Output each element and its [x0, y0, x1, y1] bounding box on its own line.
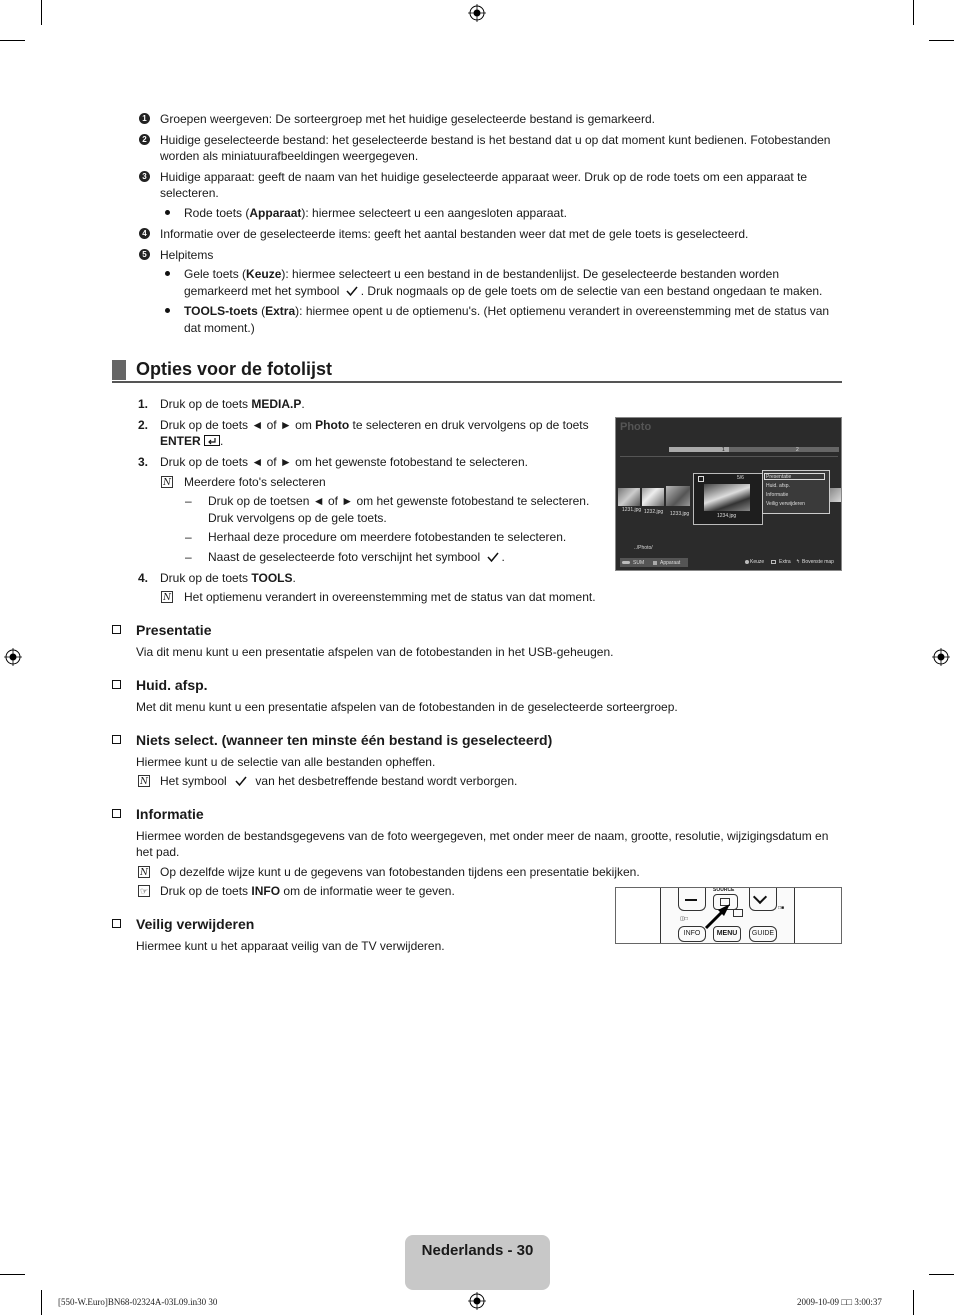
options-menu-item: Huid. afsp. — [766, 483, 790, 489]
pointer-arrow-icon — [704, 902, 734, 932]
remote-hand-icon: ☞ — [139, 887, 149, 897]
option-info-key: Druk op de toets INFO om de informatie weer te geven. — [160, 884, 455, 898]
misc-key-icon — [733, 909, 743, 917]
yellow-button-icon — [745, 560, 749, 564]
selected-thumbnail — [704, 484, 750, 511]
screen-divider — [620, 456, 838, 457]
folder-path: ../Photo/ — [634, 545, 653, 551]
registration-mark-icon — [4, 648, 22, 666]
registration-mark-icon — [468, 1292, 486, 1310]
thumbnail-label: 1232.jpg — [644, 509, 664, 515]
thumbnail — [642, 488, 664, 506]
option-note-informatie: Op dezelfde wijze kunt u de gegevens van fotobestanden tijdens een presentatie bekijken. — [160, 865, 640, 879]
red-button-icon — [653, 561, 657, 565]
bullet-dot — [165, 271, 170, 276]
checkbox-bullet-icon — [112, 919, 121, 928]
crop-mark — [41, 1290, 42, 1315]
crop-mark — [913, 1290, 914, 1315]
checkbox-bullet-icon — [112, 625, 121, 634]
device-name: SUM — [633, 560, 645, 566]
checkmark-icon — [345, 285, 359, 297]
legend-item-5: Helpitems — [160, 248, 214, 262]
dash-marker: – — [185, 550, 192, 564]
option-title-veilig-verwijderen: Veilig verwijderen — [136, 916, 255, 932]
step-1-number: 1. — [138, 397, 149, 411]
dash-marker: – — [185, 530, 192, 544]
option-desc-veilig-verwijderen: Hiermee kunt u het apparaat veilig van de TV verwijderen. — [136, 939, 445, 953]
enter-key-icon — [204, 435, 220, 446]
thumbnail — [618, 488, 640, 506]
step-4-number: 4. — [138, 571, 149, 585]
info-key[interactable]: INFO — [678, 926, 706, 942]
step-2-enter: ENTER . — [160, 434, 224, 448]
checkmark-icon — [486, 551, 500, 563]
step-3-dash3: Naast de geselecteerde foto verschijnt het symbool . — [208, 550, 505, 564]
legend-item-3-line2: selecteren. — [160, 186, 219, 200]
options-menu-item: Presentatie — [766, 474, 792, 480]
device-icon — [622, 561, 630, 564]
bullet-gele-toets-line1: Gele toets (Keuze): hiermee selecteert u een bestand in de bestandenlijst. De geselecteerde bestanden worden — [184, 267, 780, 281]
option-desc-niets-select: Hiermee kunt u de selectie van alle bestanden opheffen. — [136, 755, 436, 769]
step-4-note: Het optiemenu verandert in overeenstemming met de status van dat moment. — [184, 590, 596, 604]
step-3-text: Druk op de toets ◄ of ► om het gewenste fotobestand te selecteren. — [160, 455, 528, 469]
number-badge-1: 1 — [139, 113, 150, 124]
thumbnail — [830, 488, 842, 502]
thumbnail-label: 1233.jpg — [670, 511, 690, 517]
bullet-tools-toets-line1: TOOLS-toets (Extra): hiermee opent u de optiemenu's. (Het optiemenu verandert in overeenstemming met de status van — [184, 304, 830, 318]
step-2-text: Druk op de toets ◄ of ► om Photo te selecteren en druk vervolgens op de toets — [160, 418, 589, 432]
bullet-gele-toets-line2: gemarkeerd met het symbool . Druk nogmaals op de gele toets om de selectie van een bestand ongedaan te maken. — [184, 284, 823, 298]
step-3-dash2: Herhaal deze procedure om meerdere fotobestanden te selecteren. — [208, 530, 567, 544]
step-4-text: Druk op de toets TOOLS. — [160, 571, 296, 585]
checkbox-bullet-icon — [112, 809, 121, 818]
crop-mark — [0, 1274, 25, 1275]
step-2-number: 2. — [138, 418, 149, 432]
option-desc-huid-afsp: Met dit menu kunt u een presentatie afspelen van de fotobestanden in de geselecteerde sorteergroep. — [136, 700, 678, 714]
bullet-dot — [165, 210, 170, 215]
note-icon: N — [138, 866, 150, 878]
source-label: SOURCE — [713, 887, 735, 893]
option-desc-presentatie: Via dit menu kunt u een presentatie afspelen van de fotobestanden in het USB-geheugen. — [136, 645, 614, 659]
note-icon: N — [161, 591, 173, 603]
bullet-tools-toets-line2: dat moment.) — [184, 321, 255, 335]
file-counter: 5/6 — [737, 475, 744, 481]
help-keuze: Keuze — [750, 559, 765, 565]
crop-mark — [0, 40, 25, 41]
legend-item-2-line2: worden als miniatuurafbeeldingen weergegeven. — [160, 149, 419, 163]
number-badge-4: 4 — [139, 228, 150, 239]
registration-mark-icon — [468, 4, 486, 22]
crop-mark — [929, 40, 954, 41]
dash-marker: – — [185, 494, 192, 508]
option-title-niets-select: Niets select. (wanneer ten minste één bestand is geselecteerd) — [136, 732, 553, 748]
photo-screen-illustration — [615, 417, 842, 571]
checkmark-icon — [234, 775, 248, 787]
option-title-presentatie: Presentatie — [136, 622, 212, 638]
checkbox-icon — [698, 476, 704, 482]
number-badge-3: 3 — [139, 171, 150, 182]
legend-item-4: Informatie over de geselecteerde items: geeft het aantal bestanden weer dat met de gele toets is geselecteerd. — [160, 227, 749, 241]
number-badge-5: 5 — [139, 249, 150, 260]
group-bar-highlight — [669, 447, 729, 452]
help-extra: Extra — [779, 559, 791, 565]
pip-key-label: ◫□ — [680, 916, 688, 922]
print-info-left: [550-W.Euro]BN68-02324A-03L09.in30 30 — [58, 1297, 218, 1307]
number-badge-2: 2 — [139, 134, 150, 145]
option-desc-informatie-line2: het pad. — [136, 845, 180, 859]
thumbnail-label: 1231.jpg — [622, 507, 642, 513]
screen-title: Photo — [620, 421, 652, 433]
print-info-right: 2009-10-09 □□ 3:00:37 — [797, 1297, 882, 1307]
crop-mark — [929, 1274, 954, 1275]
section-marker — [112, 360, 126, 380]
return-icon: ↰ — [796, 559, 801, 565]
section-underline — [112, 381, 842, 383]
remote-illustration — [615, 887, 842, 944]
crop-mark — [41, 0, 42, 25]
option-title-huid-afsp: Huid. afsp. — [136, 677, 208, 693]
note-icon: N — [161, 476, 173, 488]
menu-key[interactable]: MENU — [713, 926, 741, 942]
step-3-note: Meerdere foto's selecteren — [184, 475, 326, 489]
checkbox-bullet-icon — [112, 735, 121, 744]
device-button-label: Apparaat — [660, 560, 681, 566]
legend-item-1: Groepen weergeven: De sorteergroep met het huidige geselecteerde bestand is gemarkeerd. — [160, 112, 655, 126]
bullet-dot — [165, 308, 170, 313]
options-menu-item: Veilig verwijderen — [766, 501, 805, 507]
minus-icon — [685, 899, 697, 901]
group-label: 1 — [722, 447, 725, 453]
checkbox-bullet-icon — [112, 680, 121, 689]
option-desc-informatie-line1: Hiermee worden de bestandsgegevens van de foto weergegeven, met onder meer de naam, grootte, resolutie, wijzigingsdatum en — [136, 829, 829, 843]
bullet-rode-toets: Rode toets (Apparaat): hiermee selecteert u een aangesloten apparaat. — [184, 206, 567, 220]
registration-mark-icon — [932, 648, 950, 666]
crop-mark — [913, 0, 914, 25]
options-menu-item: Informatie — [766, 492, 789, 498]
thumbnail — [666, 486, 690, 506]
note-icon: N — [138, 775, 150, 787]
step-3-dash1-line2: Druk vervolgens op de gele toets. — [208, 511, 387, 525]
option-title-informatie: Informatie — [136, 806, 204, 822]
step-3-dash1-line1: Druk op de toetsen ◄ of ► om het gewenste fotobestand te selecteren. — [208, 494, 590, 508]
page-label: Nederlands - 30 — [421, 1242, 534, 1259]
group-label: 2 — [796, 447, 799, 453]
tools-icon — [771, 560, 776, 564]
sub-key-label: □■ — [778, 905, 785, 911]
legend-item-3-line1: Huidige apparaat: geeft de naam van het huidige geselecteerde apparaat weer. Druk op de rode toets om een apparaat te — [160, 170, 808, 184]
legend-item-2-line1: Huidige geselecteerde bestand: het geselecteerde bestand is het bestand dat u op dat moment kunt bedienen. Fotobestanden — [160, 133, 831, 147]
guide-key[interactable]: GUIDE — [749, 926, 777, 942]
option-note-niets-select: Het symbool van het desbetreffende bestand wordt verborgen. — [160, 774, 518, 788]
help-bovenste-map: Bovenste map — [802, 559, 834, 565]
step-1-text: Druk op de toets MEDIA.P. — [160, 397, 305, 411]
section-title: Opties voor de fotolijst — [136, 359, 333, 379]
step-3-number: 3. — [138, 455, 149, 469]
selected-file-label: 1234.jpg — [717, 513, 737, 519]
